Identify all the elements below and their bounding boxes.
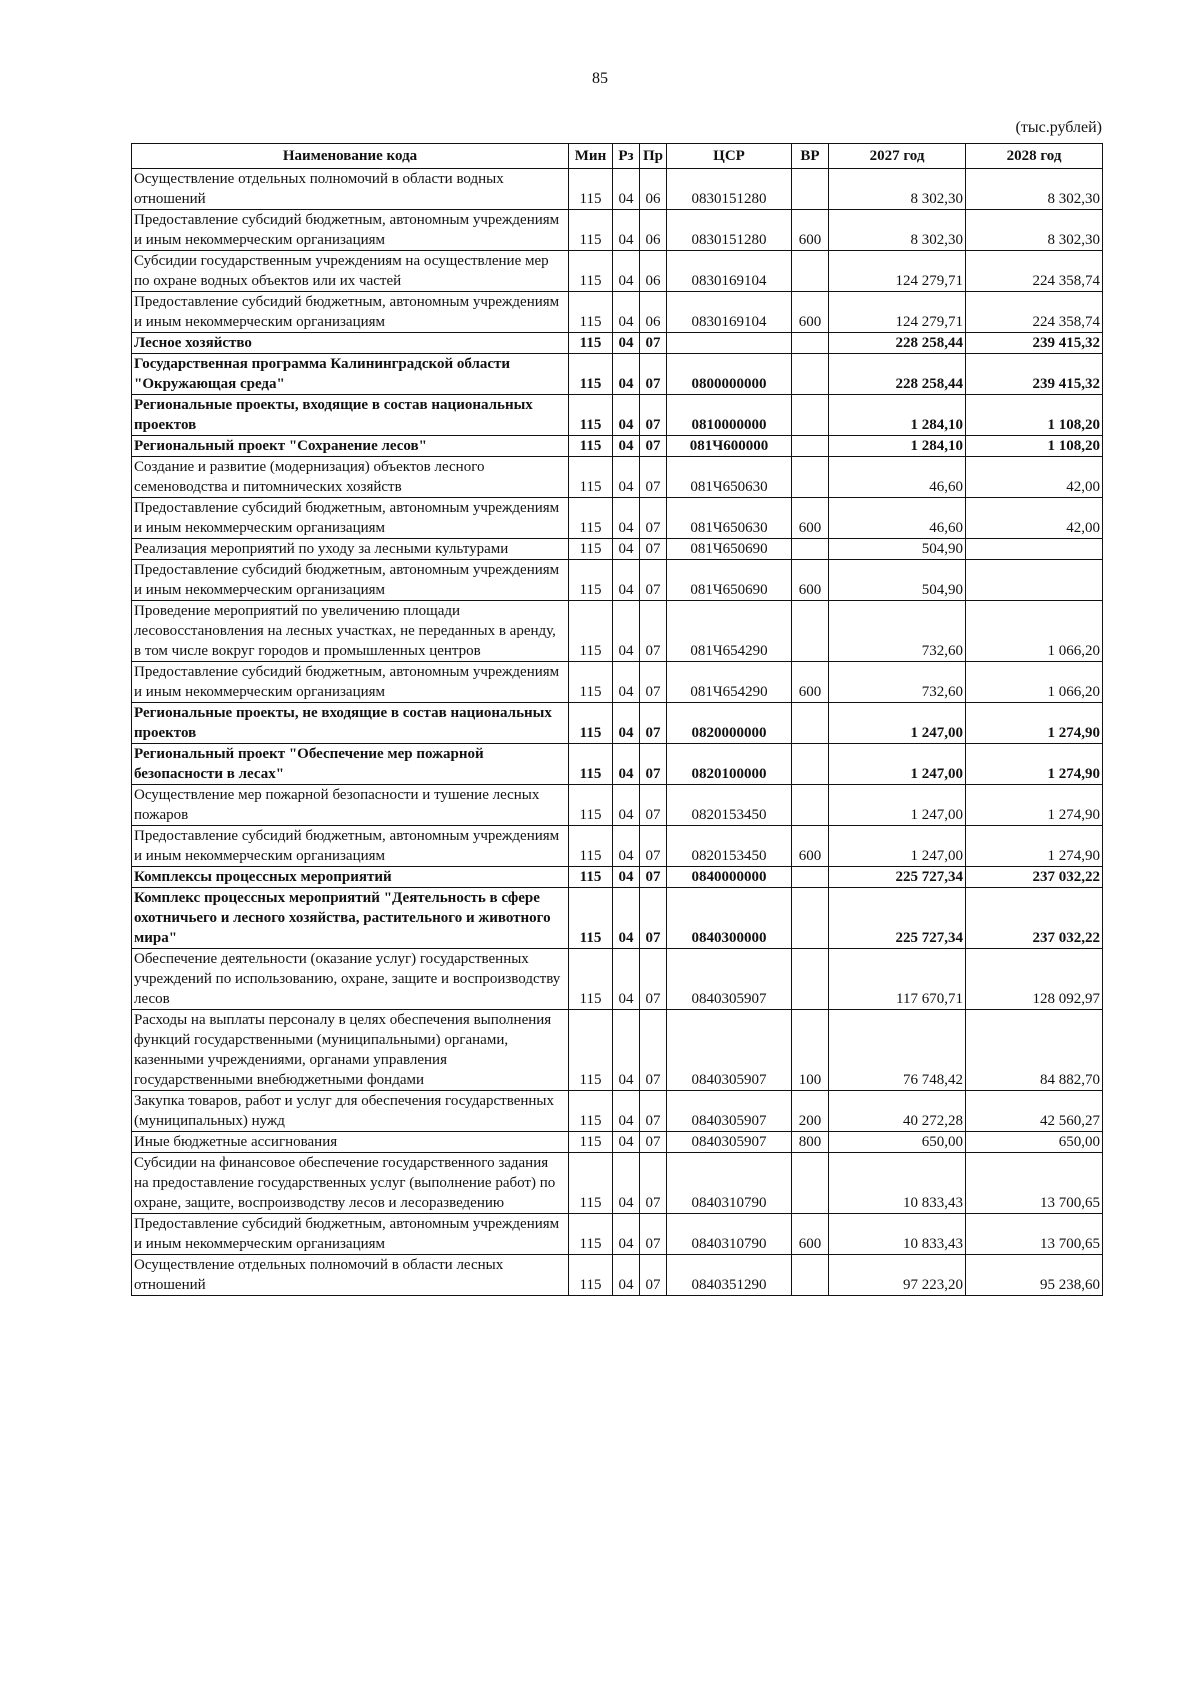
row-2027-cell: 124 279,71 — [829, 292, 966, 333]
row-2027-cell: 76 748,42 — [829, 1010, 966, 1091]
row-min-cell: 115 — [569, 292, 613, 333]
row-csr-cell: 0840310790 — [667, 1214, 792, 1255]
row-pr-cell: 07 — [640, 539, 667, 560]
row-min-cell: 115 — [569, 436, 613, 457]
row-min-cell: 115 — [569, 1255, 613, 1296]
row-2028-cell: 1 108,20 — [966, 395, 1103, 436]
row-name-cell: Предоставление субсидий бюджетным, автономным учреждениям и иным некоммерческим организациям — [132, 662, 569, 703]
row-min-cell: 115 — [569, 1214, 613, 1255]
row-vr-cell — [792, 169, 829, 210]
row-pr-cell: 06 — [640, 169, 667, 210]
row-vr-cell — [792, 785, 829, 826]
row-pr-cell: 07 — [640, 703, 667, 744]
row-2028-cell: 42 560,27 — [966, 1091, 1103, 1132]
row-pr-cell: 07 — [640, 498, 667, 539]
row-min-cell: 115 — [569, 888, 613, 949]
row-pr-cell: 07 — [640, 1255, 667, 1296]
row-name-cell: Предоставление субсидий бюджетным, автономным учреждениям и иным некоммерческим организациям — [132, 826, 569, 867]
row-vr-cell — [792, 888, 829, 949]
row-name-cell: Региональные проекты, не входящие в состав национальных проектов — [132, 703, 569, 744]
row-2027-cell: 504,90 — [829, 539, 966, 560]
row-pr-cell: 07 — [640, 662, 667, 703]
row-rz-cell: 04 — [613, 662, 640, 703]
table-row — [132, 292, 1103, 333]
row-2027-cell: 40 272,28 — [829, 1091, 966, 1132]
row-rz-cell: 04 — [613, 436, 640, 457]
row-name-cell: Закупка товаров, работ и услуг для обеспечения государственных (муниципальных) нужд — [132, 1091, 569, 1132]
row-pr-cell: 07 — [640, 867, 667, 888]
row-2028-cell: 1 274,90 — [966, 785, 1103, 826]
row-min-cell: 115 — [569, 1132, 613, 1153]
row-2027-cell: 8 302,30 — [829, 210, 966, 251]
row-2027-cell: 504,90 — [829, 560, 966, 601]
row-min-cell: 115 — [569, 867, 613, 888]
header-pr: Пр — [640, 144, 667, 169]
table-row — [132, 560, 1103, 601]
row-name-cell: Иные бюджетные ассигнования — [132, 1132, 569, 1153]
row-min-cell: 115 — [569, 169, 613, 210]
row-name-cell: Предоставление субсидий бюджетным, автономным учреждениям и иным некоммерческим организациям — [132, 1214, 569, 1255]
row-rz-cell: 04 — [613, 457, 640, 498]
row-rz-cell: 04 — [613, 395, 640, 436]
row-vr-cell — [792, 1153, 829, 1214]
row-2028-cell: 13 700,65 — [966, 1153, 1103, 1214]
row-csr-cell: 0840305907 — [667, 1132, 792, 1153]
row-2028-cell: 1 108,20 — [966, 436, 1103, 457]
table-row — [132, 1091, 1103, 1132]
row-2027-cell: 228 258,44 — [829, 333, 966, 354]
row-csr-cell: 0840300000 — [667, 888, 792, 949]
table-row — [132, 703, 1103, 744]
row-pr-cell: 06 — [640, 292, 667, 333]
row-vr-cell: 600 — [792, 826, 829, 867]
row-name-cell: Региональный проект "Сохранение лесов" — [132, 436, 569, 457]
row-csr-cell: 0830151280 — [667, 169, 792, 210]
row-min-cell: 115 — [569, 662, 613, 703]
row-vr-cell — [792, 395, 829, 436]
row-2028-cell — [966, 560, 1103, 601]
row-min-cell: 115 — [569, 498, 613, 539]
row-vr-cell — [792, 703, 829, 744]
row-pr-cell: 07 — [640, 395, 667, 436]
row-csr-cell: 0820153450 — [667, 785, 792, 826]
table-row — [132, 436, 1103, 457]
row-pr-cell: 07 — [640, 1091, 667, 1132]
table-row — [132, 888, 1103, 949]
row-rz-cell: 04 — [613, 703, 640, 744]
row-csr-cell — [667, 333, 792, 354]
row-min-cell: 115 — [569, 560, 613, 601]
row-2027-cell: 10 833,43 — [829, 1153, 966, 1214]
row-pr-cell: 07 — [640, 888, 667, 949]
row-rz-cell: 04 — [613, 560, 640, 601]
row-name-cell: Осуществление мер пожарной безопасности и тушение лесных пожаров — [132, 785, 569, 826]
row-name-cell: Субсидии государственным учреждениям на осуществление мер по охране водных объектов или их частей — [132, 251, 569, 292]
row-vr-cell — [792, 333, 829, 354]
row-2028-cell: 224 358,74 — [966, 251, 1103, 292]
row-rz-cell: 04 — [613, 785, 640, 826]
row-2027-cell: 225 727,34 — [829, 867, 966, 888]
row-csr-cell: 0810000000 — [667, 395, 792, 436]
row-2027-cell: 732,60 — [829, 662, 966, 703]
row-2027-cell: 46,60 — [829, 457, 966, 498]
row-vr-cell: 600 — [792, 210, 829, 251]
row-csr-cell: 0840305907 — [667, 949, 792, 1010]
table-row — [132, 354, 1103, 395]
row-min-cell: 115 — [569, 826, 613, 867]
row-rz-cell: 04 — [613, 1132, 640, 1153]
row-min-cell: 115 — [569, 1091, 613, 1132]
table-row — [132, 457, 1103, 498]
row-name-cell: Государственная программа Калининградской области "Окружающая среда" — [132, 354, 569, 395]
row-csr-cell: 081Ч654290 — [667, 662, 792, 703]
row-csr-cell: 0830151280 — [667, 210, 792, 251]
row-vr-cell — [792, 539, 829, 560]
row-min-cell: 115 — [569, 251, 613, 292]
row-pr-cell: 07 — [640, 601, 667, 662]
row-rz-cell: 04 — [613, 210, 640, 251]
row-vr-cell — [792, 251, 829, 292]
table-row — [132, 1153, 1103, 1214]
row-min-cell: 115 — [569, 601, 613, 662]
header-csr: ЦСР — [667, 144, 792, 169]
row-2027-cell: 1 247,00 — [829, 703, 966, 744]
row-pr-cell: 07 — [640, 744, 667, 785]
row-2027-cell: 732,60 — [829, 601, 966, 662]
row-pr-cell: 07 — [640, 785, 667, 826]
row-name-cell: Создание и развитие (модернизация) объектов лесного семеноводства и питомнических хозяйств — [132, 457, 569, 498]
row-rz-cell: 04 — [613, 744, 640, 785]
row-csr-cell: 081Ч650690 — [667, 539, 792, 560]
table-body — [132, 169, 1103, 1296]
row-vr-cell — [792, 354, 829, 395]
row-rz-cell: 04 — [613, 949, 640, 1010]
row-2028-cell: 13 700,65 — [966, 1214, 1103, 1255]
row-name-cell: Обеспечение деятельности (оказание услуг) государственных учреждений по использованию, охране, защите и воспроизводству лесов — [132, 949, 569, 1010]
table-row — [132, 395, 1103, 436]
row-pr-cell: 07 — [640, 1214, 667, 1255]
table-row — [132, 744, 1103, 785]
row-name-cell: Предоставление субсидий бюджетным, автономным учреждениям и иным некоммерческим организациям — [132, 560, 569, 601]
row-name-cell: Предоставление субсидий бюджетным, автономным учреждениям и иным некоммерческим организациям — [132, 498, 569, 539]
table-row — [132, 867, 1103, 888]
row-csr-cell: 0820153450 — [667, 826, 792, 867]
row-name-cell: Предоставление субсидий бюджетным, автономным учреждениям и иным некоммерческим организациям — [132, 292, 569, 333]
row-rz-cell: 04 — [613, 292, 640, 333]
row-rz-cell: 04 — [613, 333, 640, 354]
row-vr-cell: 600 — [792, 662, 829, 703]
row-rz-cell: 04 — [613, 867, 640, 888]
row-min-cell: 115 — [569, 1010, 613, 1091]
row-csr-cell: 0830169104 — [667, 292, 792, 333]
row-vr-cell — [792, 436, 829, 457]
row-vr-cell — [792, 601, 829, 662]
row-2028-cell: 95 238,60 — [966, 1255, 1103, 1296]
row-pr-cell: 06 — [640, 210, 667, 251]
row-rz-cell: 04 — [613, 1153, 640, 1214]
row-name-cell: Предоставление субсидий бюджетным, автономным учреждениям и иным некоммерческим организациям — [132, 210, 569, 251]
row-name-cell: Реализация мероприятий по уходу за лесными культурами — [132, 539, 569, 560]
row-vr-cell: 600 — [792, 292, 829, 333]
row-rz-cell: 04 — [613, 354, 640, 395]
row-csr-cell: 0800000000 — [667, 354, 792, 395]
row-csr-cell: 081Ч650690 — [667, 560, 792, 601]
row-csr-cell: 081Ч650630 — [667, 457, 792, 498]
row-2028-cell: 1 066,20 — [966, 601, 1103, 662]
row-vr-cell: 200 — [792, 1091, 829, 1132]
row-name-cell: Расходы на выплаты персоналу в целях обеспечения выполнения функций государственными (муниципальными) органами, казенными учреждениями, органами управления государственными внебюджетными фондами — [132, 1010, 569, 1091]
table-row — [132, 1214, 1103, 1255]
row-vr-cell — [792, 1255, 829, 1296]
row-csr-cell: 0840351290 — [667, 1255, 792, 1296]
row-2028-cell: 237 032,22 — [966, 888, 1103, 949]
row-vr-cell: 600 — [792, 560, 829, 601]
table-row — [132, 662, 1103, 703]
table-row — [132, 498, 1103, 539]
row-csr-cell: 081Ч650630 — [667, 498, 792, 539]
row-2028-cell: 237 032,22 — [966, 867, 1103, 888]
table-row — [132, 251, 1103, 292]
row-pr-cell: 07 — [640, 333, 667, 354]
row-2028-cell: 8 302,30 — [966, 169, 1103, 210]
row-vr-cell: 600 — [792, 1214, 829, 1255]
row-pr-cell: 07 — [640, 1010, 667, 1091]
row-2027-cell: 1 247,00 — [829, 744, 966, 785]
row-csr-cell: 0830169104 — [667, 251, 792, 292]
row-2028-cell: 650,00 — [966, 1132, 1103, 1153]
row-min-cell: 115 — [569, 785, 613, 826]
row-rz-cell: 04 — [613, 1091, 640, 1132]
row-vr-cell: 100 — [792, 1010, 829, 1091]
row-2027-cell: 46,60 — [829, 498, 966, 539]
header-2027: 2027 год — [829, 144, 966, 169]
row-csr-cell: 0840000000 — [667, 867, 792, 888]
table-row — [132, 539, 1103, 560]
row-name-cell: Лесное хозяйство — [132, 333, 569, 354]
row-2028-cell: 84 882,70 — [966, 1010, 1103, 1091]
row-pr-cell: 06 — [640, 251, 667, 292]
table-row — [132, 949, 1103, 1010]
row-2028-cell — [966, 539, 1103, 560]
row-pr-cell: 07 — [640, 560, 667, 601]
table-row — [132, 1255, 1103, 1296]
row-2027-cell: 650,00 — [829, 1132, 966, 1153]
table-header-row — [132, 144, 1103, 169]
row-rz-cell: 04 — [613, 1255, 640, 1296]
table-row — [132, 1132, 1103, 1153]
header-min: Мин — [569, 144, 613, 169]
row-pr-cell: 07 — [640, 826, 667, 867]
table-row — [132, 826, 1103, 867]
row-name-cell: Осуществление отдельных полномочий в области водных отношений — [132, 169, 569, 210]
row-name-cell: Субсидии на финансовое обеспечение государственного задания на предоставление государственных услуг (выполнение работ) по охране, защите, воспроизводству лесов и лесоразведению — [132, 1153, 569, 1214]
row-min-cell: 115 — [569, 949, 613, 1010]
row-2028-cell: 1 066,20 — [966, 662, 1103, 703]
row-2028-cell: 1 274,90 — [966, 744, 1103, 785]
row-2027-cell: 1 247,00 — [829, 826, 966, 867]
row-pr-cell: 07 — [640, 457, 667, 498]
row-vr-cell — [792, 744, 829, 785]
row-rz-cell: 04 — [613, 1010, 640, 1091]
row-min-cell: 115 — [569, 333, 613, 354]
row-name-cell: Осуществление отдельных полномочий в области лесных отношений — [132, 1255, 569, 1296]
row-2027-cell: 117 670,71 — [829, 949, 966, 1010]
row-csr-cell: 0820000000 — [667, 703, 792, 744]
row-2028-cell: 1 274,90 — [966, 826, 1103, 867]
row-min-cell: 115 — [569, 457, 613, 498]
row-2028-cell: 128 092,97 — [966, 949, 1103, 1010]
header-2028: 2028 год — [966, 144, 1103, 169]
table-row — [132, 333, 1103, 354]
row-name-cell: Проведение мероприятий по увеличению площади лесовосстановления на лесных участках, не переданных в аренду, в том числе вокруг городов и промышленных центров — [132, 601, 569, 662]
row-pr-cell: 07 — [640, 1153, 667, 1214]
row-2028-cell: 224 358,74 — [966, 292, 1103, 333]
row-min-cell: 115 — [569, 744, 613, 785]
row-2028-cell: 1 274,90 — [966, 703, 1103, 744]
row-rz-cell: 04 — [613, 1214, 640, 1255]
row-vr-cell — [792, 867, 829, 888]
row-vr-cell: 600 — [792, 498, 829, 539]
row-pr-cell: 07 — [640, 1132, 667, 1153]
row-min-cell: 115 — [569, 395, 613, 436]
row-csr-cell: 0840310790 — [667, 1153, 792, 1214]
row-2028-cell: 42,00 — [966, 457, 1103, 498]
table-row — [132, 1010, 1103, 1091]
row-2027-cell: 1 247,00 — [829, 785, 966, 826]
row-vr-cell: 800 — [792, 1132, 829, 1153]
row-csr-cell: 0840305907 — [667, 1091, 792, 1132]
row-2027-cell: 97 223,20 — [829, 1255, 966, 1296]
row-name-cell: Региональные проекты, входящие в состав национальных проектов — [132, 395, 569, 436]
row-rz-cell: 04 — [613, 826, 640, 867]
row-csr-cell: 0820100000 — [667, 744, 792, 785]
row-pr-cell: 07 — [640, 949, 667, 1010]
row-pr-cell: 07 — [640, 436, 667, 457]
header-name: Наименование кода — [132, 144, 569, 169]
row-2028-cell: 239 415,32 — [966, 333, 1103, 354]
row-vr-cell — [792, 949, 829, 1010]
row-pr-cell: 07 — [640, 354, 667, 395]
row-2027-cell: 10 833,43 — [829, 1214, 966, 1255]
row-csr-cell: 081Ч600000 — [667, 436, 792, 457]
row-2027-cell: 225 727,34 — [829, 888, 966, 949]
row-2027-cell: 1 284,10 — [829, 436, 966, 457]
row-rz-cell: 04 — [613, 169, 640, 210]
row-2027-cell: 124 279,71 — [829, 251, 966, 292]
row-2027-cell: 1 284,10 — [829, 395, 966, 436]
row-2027-cell: 228 258,44 — [829, 354, 966, 395]
table-row — [132, 210, 1103, 251]
header-vr: ВР — [792, 144, 829, 169]
table-row — [132, 601, 1103, 662]
row-rz-cell: 04 — [613, 498, 640, 539]
row-csr-cell: 081Ч654290 — [667, 601, 792, 662]
row-rz-cell: 04 — [613, 251, 640, 292]
page-number: 85 — [592, 70, 608, 87]
row-2027-cell: 8 302,30 — [829, 169, 966, 210]
row-name-cell: Комплексы процессных мероприятий — [132, 867, 569, 888]
row-2028-cell: 8 302,30 — [966, 210, 1103, 251]
row-rz-cell: 04 — [613, 539, 640, 560]
row-vr-cell — [792, 457, 829, 498]
header-rz: Рз — [613, 144, 640, 169]
budget-table — [131, 143, 1103, 1296]
row-min-cell: 115 — [569, 539, 613, 560]
row-csr-cell: 0840305907 — [667, 1010, 792, 1091]
row-2028-cell: 239 415,32 — [966, 354, 1103, 395]
units-label: (тыс.рублей) — [1015, 119, 1102, 136]
row-name-cell: Региональный проект "Обеспечение мер пожарной безопасности в лесах" — [132, 744, 569, 785]
row-min-cell: 115 — [569, 210, 613, 251]
table-row — [132, 169, 1103, 210]
row-min-cell: 115 — [569, 703, 613, 744]
row-name-cell: Комплекс процессных мероприятий "Деятельность в сфере охотничьего и лесного хозяйства, растительного и животного мира" — [132, 888, 569, 949]
row-rz-cell: 04 — [613, 888, 640, 949]
row-min-cell: 115 — [569, 354, 613, 395]
row-min-cell: 115 — [569, 1153, 613, 1214]
row-2028-cell: 42,00 — [966, 498, 1103, 539]
table-row — [132, 785, 1103, 826]
row-rz-cell: 04 — [613, 601, 640, 662]
